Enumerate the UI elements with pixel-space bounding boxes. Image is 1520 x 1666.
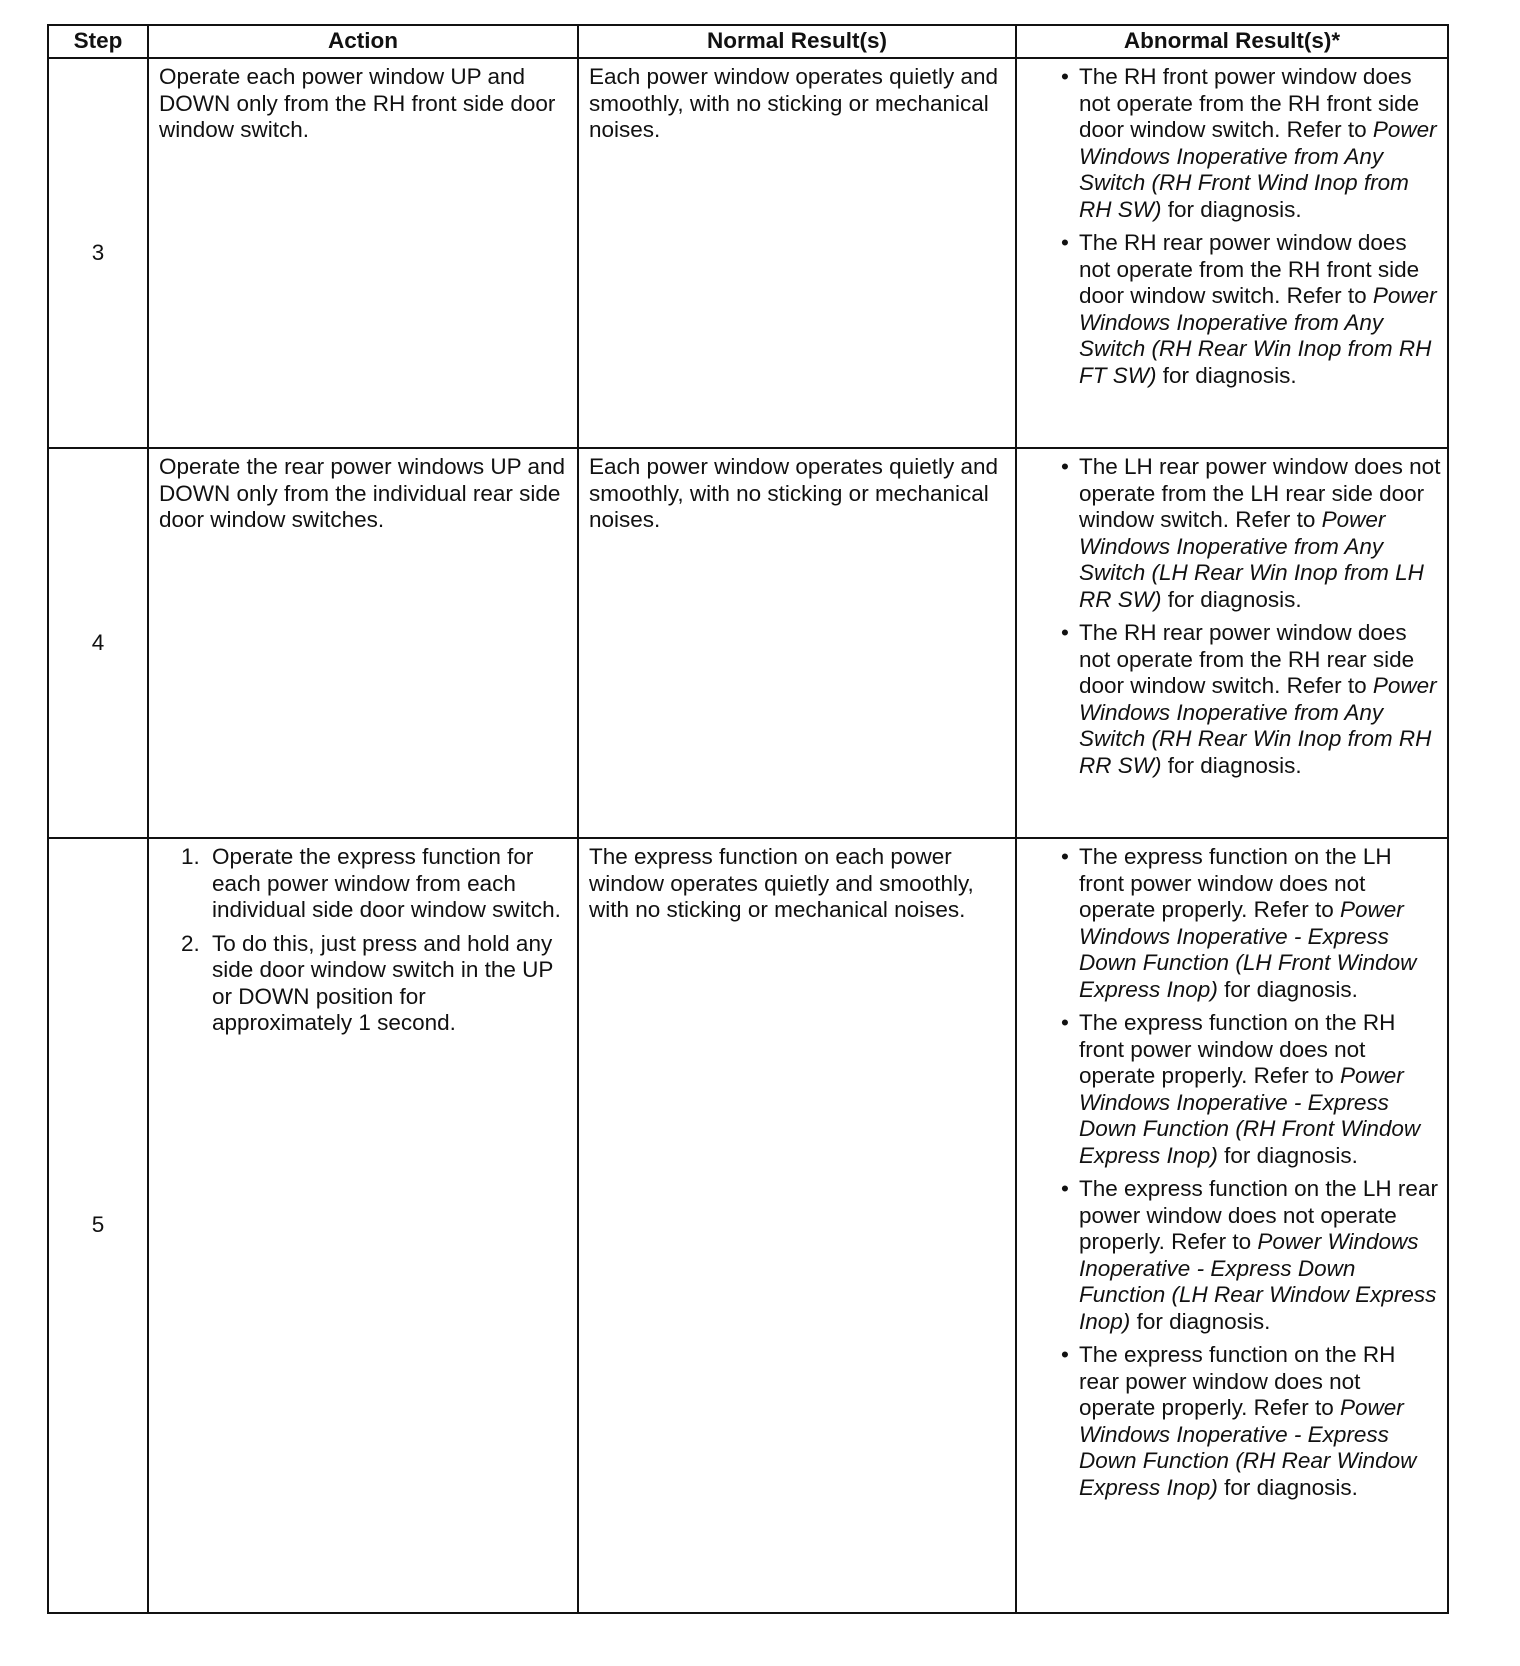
table-row <box>48 838 1448 1613</box>
reference-link-text: Power Windows Inoperative from Any Switch (RH Front Wind Inop from RH SW) <box>1079 117 1437 222</box>
action-step-list <box>159 844 569 1037</box>
step-number: 3 <box>48 58 148 448</box>
abnormal-text: The express function on the LH rear power window does not operate properly. Refer to <box>1079 1176 1438 1254</box>
abnormal-tail: for diagnosis. <box>1224 1142 1358 1168</box>
header-abnormal-results: Abnormal Result(s)* <box>1016 25 1448 58</box>
abnormal-text: The express function on the RH front power window does not operate properly. Refer to <box>1079 1010 1396 1088</box>
table-header-row <box>48 25 1448 58</box>
abnormal-text: The RH rear power window does not operate from the RH front side door window switch. Refer to <box>1079 230 1420 308</box>
abnormal-text: The LH rear power window does not operate from the LH rear side door window switch. Refer to <box>1079 454 1441 532</box>
abnormal-tail: for diagnosis. <box>1162 362 1297 388</box>
action-cell <box>148 838 578 1613</box>
diagnostic-table <box>47 24 1449 1614</box>
abnormal-item <box>1023 230 1441 389</box>
reference-link-text: Power Windows Inoperative from Any Switch (LH Rear Win Inop from LH RR SW) <box>1079 507 1424 612</box>
abnormal-list <box>1023 844 1441 1501</box>
abnormal-text: The RH rear power window does not operate from the RH rear side door window switch. Refer to <box>1079 620 1415 698</box>
step-number: 5 <box>48 838 148 1613</box>
abnormal-tail: for diagnosis. <box>1167 752 1302 778</box>
reference-link-text: Power Windows Inoperative - Express Down Function (RH Rear Window Express Inop) <box>1079 1395 1417 1500</box>
header-normal-results: Normal Result(s) <box>578 25 1016 58</box>
reference-link-text: Power Windows Inoperative - Express Down Function (LH Rear Window Express Inop) <box>1079 1229 1437 1334</box>
normal-result-cell: The express function on each power window operates quietly and smoothly, with no sticking or mechanical noises. <box>578 838 1016 1613</box>
reference-link-text: Power Windows Inoperative - Express Down Function (LH Front Window Express Inop) <box>1079 897 1417 1002</box>
abnormal-result-cell <box>1016 838 1448 1613</box>
abnormal-list <box>1023 454 1441 779</box>
abnormal-item <box>1023 844 1441 1003</box>
step-number: 4 <box>48 448 148 838</box>
abnormal-item <box>1023 454 1441 613</box>
table-row <box>48 448 1448 838</box>
abnormal-list <box>1023 64 1441 389</box>
abnormal-item <box>1023 620 1441 779</box>
abnormal-tail: for diagnosis. <box>1224 976 1358 1002</box>
header-action: Action <box>148 25 578 58</box>
abnormal-item <box>1023 64 1441 223</box>
abnormal-text: The express function on the LH front power window does not operate properly. Refer to <box>1079 844 1392 922</box>
abnormal-tail: for diagnosis. <box>1167 196 1302 222</box>
abnormal-item <box>1023 1010 1441 1169</box>
action-step-item: 2. To do this, just press and hold any side door window switch in the UP or DOWN position for approximately 1 second. <box>206 931 569 1037</box>
abnormal-tail: for diagnosis. <box>1136 1308 1271 1334</box>
action-cell: Operate each power window UP and DOWN only from the RH front side door window switch. <box>148 58 578 448</box>
reference-link-text: Power Windows Inoperative - Express Down Function (RH Front Window Express Inop) <box>1079 1063 1421 1168</box>
table-row <box>48 58 1448 448</box>
reference-link-text: Power Windows Inoperative from Any Switch (RH Rear Win Inop from RH FT SW) <box>1079 283 1437 388</box>
abnormal-item <box>1023 1176 1441 1335</box>
header-step: Step <box>48 25 148 58</box>
abnormal-result-cell <box>1016 448 1448 838</box>
action-cell: Operate the rear power windows UP and DOWN only from the individual rear side door window switches. <box>148 448 578 838</box>
abnormal-text: The express function on the RH rear power window does not operate properly. Refer to <box>1079 1342 1396 1420</box>
abnormal-text: The RH front power window does not operate from the RH front side door window switch. Refer to <box>1079 64 1420 142</box>
normal-result-cell: Each power window operates quietly and smoothly, with no sticking or mechanical noises. <box>578 448 1016 838</box>
abnormal-item <box>1023 1342 1441 1501</box>
abnormal-tail: for diagnosis. <box>1167 586 1302 612</box>
action-step-item: 1. Operate the express function for each power window from each individual side door window switch. <box>206 844 569 924</box>
normal-result-cell: Each power window operates quietly and smoothly, with no sticking or mechanical noises. <box>578 58 1016 448</box>
abnormal-tail: for diagnosis. <box>1224 1474 1358 1500</box>
reference-link-text: Power Windows Inoperative from Any Switch (RH Rear Win Inop from RH RR SW) <box>1079 673 1437 778</box>
abnormal-result-cell <box>1016 58 1448 448</box>
